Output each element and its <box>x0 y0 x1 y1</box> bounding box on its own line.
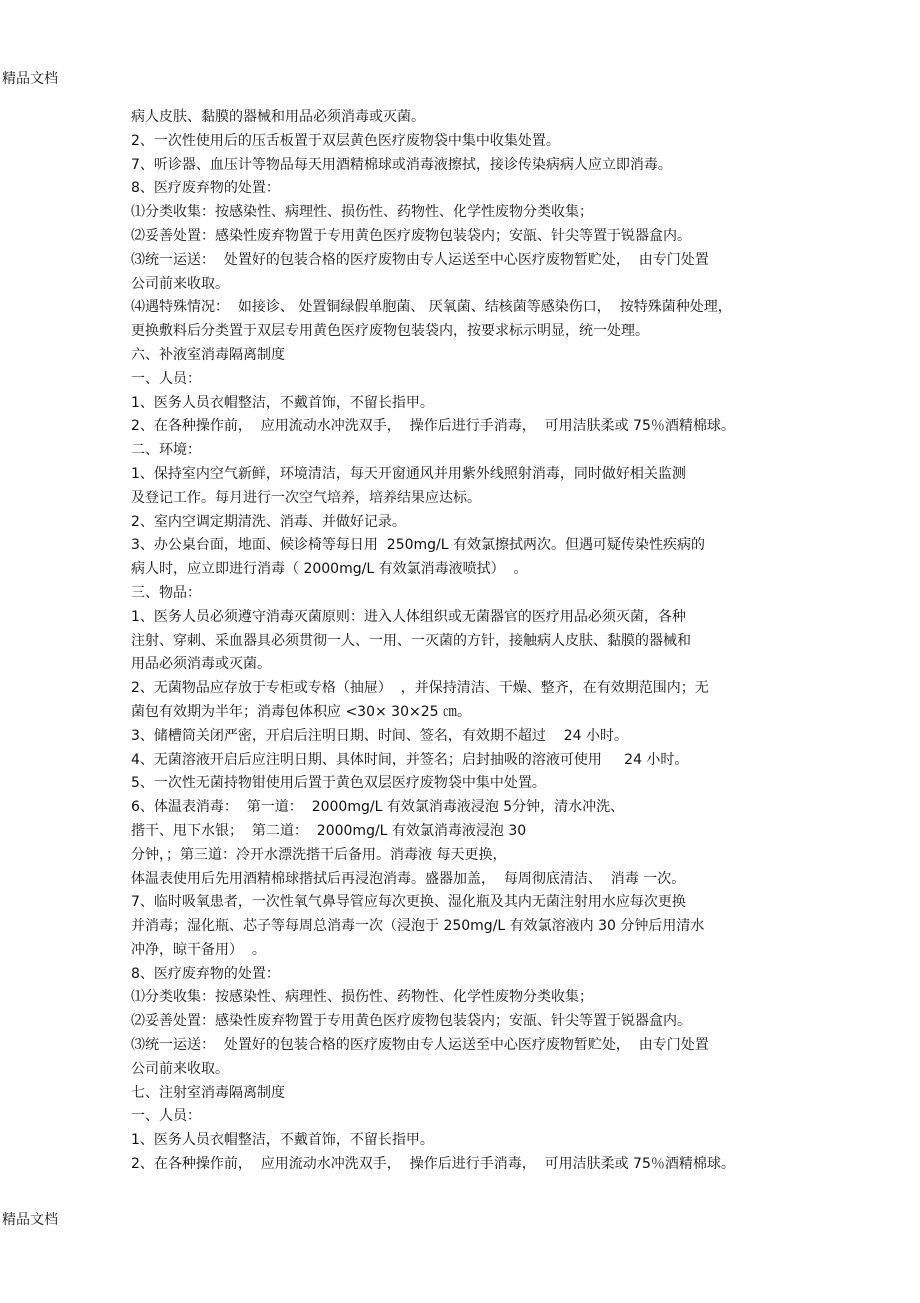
text-line: 2、一次性使用后的压舌板置于双层黄色医疗废物袋中集中收集处置。 <box>131 132 560 149</box>
text-line: 2、在各种操作前， 应用流动水冲洗双手， 操作后进行手消毒， 可用洁肤柔或 75％酒精棉球。 <box>131 418 735 435</box>
text-line: 1、医务人员衣帽整洁，不戴首饰，不留长指甲。 <box>131 394 434 411</box>
text-line: 揩干、甩下水银； 第二道： 2000mg/L 有效氯消毒液浸泡 30 <box>131 822 527 839</box>
text-line: 冲净，晾干备用） 。 <box>131 941 266 958</box>
text-line: 一、人员： <box>131 370 201 387</box>
text-line: 三、物品： <box>131 584 201 601</box>
page-footer-label: 精品文档 <box>2 1212 58 1228</box>
text-line: 1、保持室内空气新鲜，环境清洁，每天开窗通风并用紫外线照射消毒，同时做好相关监测 <box>131 465 686 482</box>
text-line: 3、办公桌台面，地面、候诊椅等每日用 250mg/L 有效氯擦拭两次。但遇可疑传染性疾病的 <box>131 537 706 554</box>
page-header-label: 精品文档 <box>2 71 58 87</box>
text-line: 分钟，；第三道：冷开水漂洗揩干后备用。消毒液 每天更换， <box>131 846 507 863</box>
text-line: 6、体温表消毒： 第一道： 2000mg/L 有效氯消毒液浸泡 5分钟，清水冲洗、 <box>131 799 625 816</box>
text-line: 公司前来收取。 <box>131 1060 229 1077</box>
text-line: 2、无菌物品应存放于专柜或专格（抽屉） ，并保持清洁、干燥、整齐，在有效期范围内；无 <box>131 680 709 697</box>
text-line: 3、储槽筒关闭严密，开启后注明日期、时间、签名，有效期不超过 24 小时。 <box>131 727 628 744</box>
text-line: 7、听诊器、血压计等物品每天用酒精棉球或消毒液擦拭，接诊传染病病人应立即消毒。 <box>131 156 672 173</box>
text-line: 注射、穿刺、采血器具必须贯彻一人、一用、一灭菌的方针，接触病人皮肤、黏膜的器械和 <box>131 632 691 649</box>
text-line: 七、注射室消毒隔离制度 <box>131 1084 285 1101</box>
text-line: 及登记工作。每月进行一次空气培养，培养结果应达标。 <box>131 489 481 506</box>
text-line: 4、无菌溶液开启后应注明日期、具体时间，并签名；启封抽吸的溶液可使用 24 小时。 <box>131 751 689 768</box>
text-line: ⑷遇特殊情况： 如接诊、 处置铜绿假单胞菌、 厌氧菌、结核菌等感染伤口， 按特殊菌种处理， <box>131 299 732 316</box>
text-line: 7、临时吸氧患者，一次性氧气鼻导管应每次更换、湿化瓶及其内无菌注射用水应每次更换 <box>131 894 686 911</box>
text-line: 2、在各种操作前， 应用流动水冲洗双手， 操作后进行手消毒， 可用洁肤柔或 75％酒精棉球。 <box>131 1156 735 1173</box>
text-line: ⑵妥善处置：感染性废弃物置于专用黄色医疗废物包装袋内；安瓿、针尖等置于锐器盒内。 <box>131 227 691 244</box>
text-line: 2、室内空调定期清洗、消毒、并做好记录。 <box>131 513 406 530</box>
text-line: 菌包有效期为半年；消毒包体积应 <30× 30×25 ㎝。 <box>131 703 471 720</box>
text-line: ⑶统一运送： 处置好的包装合格的医疗废物由专人运送至中心医疗废物暂贮处， 由专门处置 <box>131 1037 709 1054</box>
document-body <box>131 106 811 1177</box>
text-line: 更换敷料后分类置于双层专用黄色医疗废物包装袋内，按要求标示明显，统一处理。 <box>131 323 649 340</box>
text-line: 8、医疗废弃物的处置： <box>131 180 280 197</box>
text-line: 8、医疗废弃物的处置： <box>131 965 280 982</box>
text-line: 六、补液室消毒隔离制度 <box>131 346 285 363</box>
text-line: 1、医务人员衣帽整洁，不戴首饰，不留长指甲。 <box>131 1132 434 1149</box>
text-line: 5、一次性无菌持物钳使用后置于黄色双层医疗废物袋中集中处置。 <box>131 775 546 792</box>
text-line: 并消毒；湿化瓶、芯子等每周总消毒一次（浸泡于 250mg/L 有效氯溶液内 30 分钟后用清水 <box>131 918 705 935</box>
text-line: ⑴分类收集：按感染性、病理性、损伤性、药物性、化学性废物分类收集； <box>131 204 593 221</box>
text-line: 体温表使用后先用酒精棉球揩拭后再浸泡消毒。盛器加盖， 每周彻底清洁、 消毒 一次。 <box>131 870 686 887</box>
text-line: ⑴分类收集：按感染性、病理性、损伤性、药物性、化学性废物分类收集； <box>131 989 593 1006</box>
text-line: 病人皮肤、黏膜的器械和用品必须消毒或灭菌。 <box>131 109 425 125</box>
text-line: 公司前来收取。 <box>131 275 229 292</box>
text-line: ⑶统一运送： 处置好的包装合格的医疗废物由专人运送至中心医疗废物暂贮处， 由专门处置 <box>131 251 709 268</box>
text-line: 用品必须消毒或灭菌。 <box>131 656 271 673</box>
text-line: 一、人员： <box>131 1108 201 1125</box>
text-line: 二、环境： <box>131 442 201 459</box>
text-line: 1、医务人员必须遵守消毒灭菌原则：进入人体组织或无菌器官的医疗用品必须灭菌，各种 <box>131 608 686 625</box>
text-line: ⑵妥善处置：感染性废弃物置于专用黄色医疗废物包装袋内；安瓿、针尖等置于锐器盒内。 <box>131 1013 691 1030</box>
text-line: 病人时，应立即进行消毒（ 2000mg/L 有效氯消毒液喷拭） 。 <box>131 561 528 578</box>
